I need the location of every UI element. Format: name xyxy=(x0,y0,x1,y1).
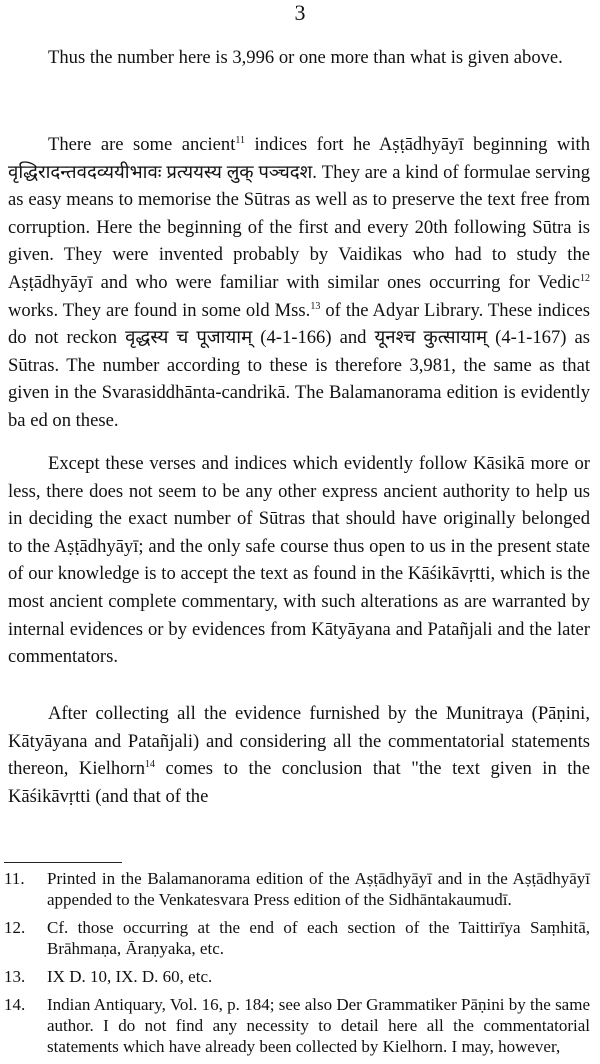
footnote-number: 14. xyxy=(4,995,26,1014)
footnote-ref: 14 xyxy=(145,759,156,770)
footnote xyxy=(4,966,590,987)
paragraph-ancient-indices xyxy=(8,131,590,435)
paragraph-count-summary xyxy=(8,44,590,72)
footnote xyxy=(4,868,590,910)
footnote-divider xyxy=(4,862,122,863)
footnotes xyxy=(4,868,590,1064)
paragraph-text: comes to the conclusion that "the text given in the Kāśikāvṛtti (and that of the xyxy=(8,758,590,807)
footnote-text: Indian Antiquary, Vol. 16, p. 184; see also Der Grammatiker Pāṇini by the same author. I do not find any necessity to detail here all the commentatorial statements which have already been collected by Kielhorn. I may, however, xyxy=(47,995,590,1056)
paragraph-text: There are some ancient xyxy=(48,134,236,155)
footnote-ref: 12 xyxy=(580,272,590,284)
footnote-number: 13. xyxy=(4,967,26,986)
footnote-text: Printed in the Balamanorama edition of the Aṣṭādhyāyī and in the Aṣṭādhyāyī appended to the Venkatesvara Press edition of the Sidhāntakaumudī. xyxy=(47,869,590,909)
footnote xyxy=(4,917,590,959)
footnote xyxy=(4,994,590,1057)
paragraph-text: After collecting all the evidence furnished by the Munitraya (Pāṇini, Kātyāyana and Patañjali) and considering all the commentatorial statements thereon, Kielhorn xyxy=(8,703,590,780)
paragraph-kasika-authority xyxy=(8,450,590,671)
footnote-number: 12. xyxy=(4,918,26,937)
footnote-ref: 11 xyxy=(235,134,246,146)
footnote-text: Cf. those occurring at the end of each section of the Taittirīya Saṃhitā, Brāhmaṇa, Āraṇyaka, etc. xyxy=(47,918,590,958)
footnote-ref: 13 xyxy=(310,300,321,312)
paragraph-text: Except these verses and indices which evidently follow Kāsikā more or less, there does not seem to be any other express ancient authority to help us in deciding the exact number of Sūtras that should have originally belonged to the Aṣṭādhyāyī; and the only safe course thus open to us in the present state of our knowledge is to accept the text as found in the Kāśikāvṛtti, which is the most ancient complete commentary, with such alterations as are warranted by internal evidences or by evidences from Kātyāyana and Patañjali and the later commentators. xyxy=(8,453,590,668)
paragraph-kielhorn-conclusion xyxy=(8,700,590,810)
page-number: 3 xyxy=(294,0,306,25)
paragraph-text: of the Adyar Library. These indices do not reckon वृद्धस्य च पूजायाम् (4-1-166) and यूनश्च कुत्सायाम् (4-1-167) as Sūtras. The number according to these is therefore 3,981, the same as that given in the Svarasiddhānta-candrikā. The Balamanorama edition is evidently ba ed on these. xyxy=(8,299,590,431)
paragraph-text: indices fort he Aṣṭādhyāyī beginning with वृद्धिरादन्तवदव्ययीभावः प्रत्ययस्य लुक् पञ्चदश. They are a kind of formulae serving as easy means to memorise the Sūtras as well as to preserve the text free from corruption. Here the beginning of the first and every 20th following Sūtra is given. They were invented probably by Vaidikas who had to study the Aṣṭādhyāyī and who were familiar with similar ones occurring for Vedic xyxy=(8,134,590,293)
paragraph-text: Thus the number here is 3,996 or one more than what is given above. xyxy=(48,47,563,68)
paragraph-text: works. They are found in some old Mss. xyxy=(8,299,311,321)
footnote-number: 11. xyxy=(4,869,25,888)
footnote-text: IX D. 10, IX. D. 60, etc. xyxy=(47,967,213,986)
